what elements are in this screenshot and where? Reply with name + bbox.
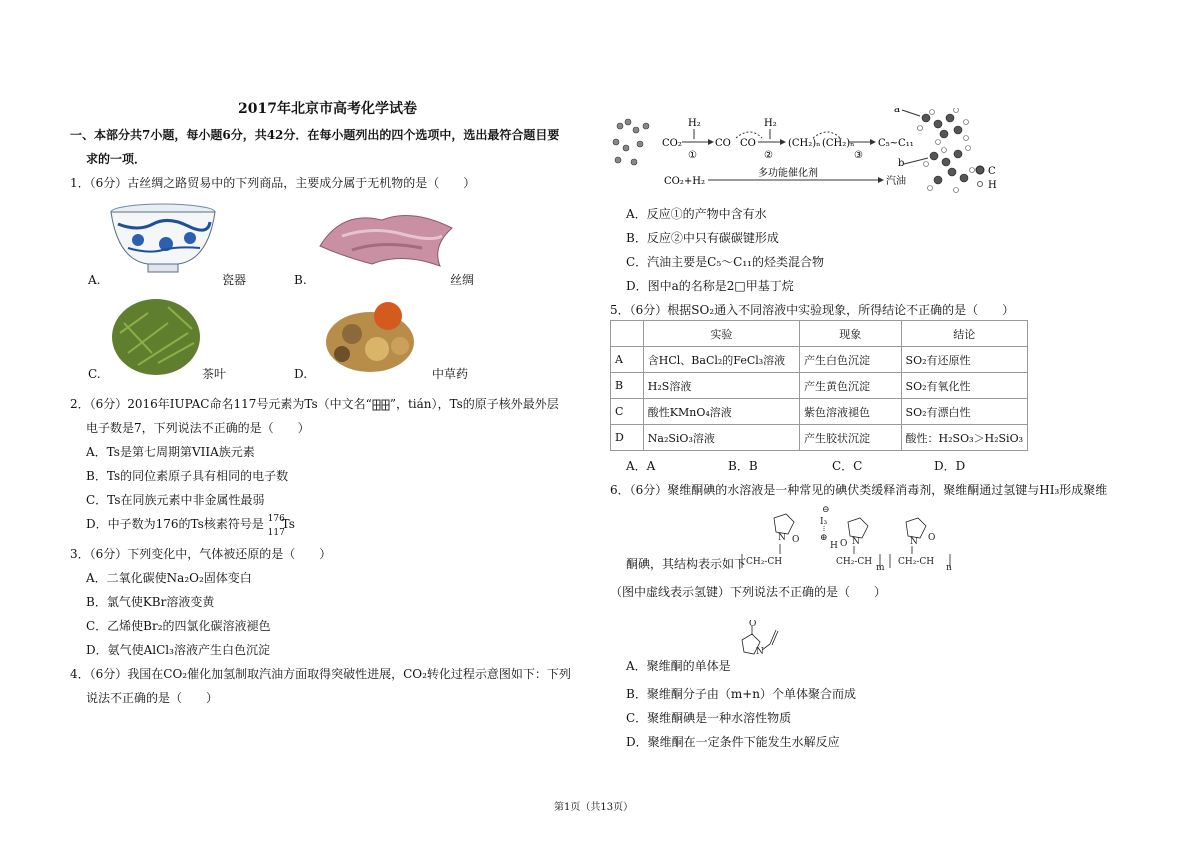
table-cell: 产生黄色沉淀: [800, 373, 902, 399]
table-cell: 含HCl、BaCl₂的FeCl₃溶液: [643, 347, 799, 373]
carbonyl-o-2: O: [840, 539, 848, 549]
q4-stem-line2: 说法不正确的是（ ）: [86, 691, 219, 705]
nuclide-mass-number: 176: [267, 513, 285, 524]
q4-option-a: A．反应①的产物中含有水: [626, 207, 767, 221]
ring-n-2: N: [852, 537, 860, 547]
table-header-row: [611, 321, 1028, 347]
co2-conversion-diagram: [608, 108, 1128, 198]
tea-leaves-image: [108, 293, 204, 377]
chain-unit-1: CH₂-CH: [746, 557, 783, 567]
q2-stem-line1: [70, 396, 559, 412]
carbonyl-o-3: O: [928, 533, 936, 543]
catalyst-label: 多功能催化剂: [758, 168, 818, 179]
carbonyl-o-1: O: [792, 535, 800, 545]
co-label-a: CO: [715, 138, 731, 149]
table-cell: C: [611, 399, 644, 425]
h-atom-label: H: [830, 541, 838, 551]
herbal-medicine-image: [322, 294, 418, 374]
table-row: [611, 373, 1028, 399]
i3-minus-sign: ⊖: [822, 505, 830, 515]
table-row: [611, 399, 1028, 425]
q2-stem-line2: 电子数是7，下列说法不正确的是（ ）: [86, 421, 310, 435]
q3-option-d: D．氨气使AlCl₃溶液产生白色沉淀: [86, 643, 270, 657]
q2-option-a: A．Ts是第七周期第VIIA族元素: [86, 445, 255, 459]
q6-option-b: B．聚维酮分子由（m+n）个单体聚合而成: [626, 687, 856, 701]
chain-unit-3: CH₂-CH: [898, 557, 935, 567]
q6-option-d: D．聚维酮在一定条件下能发生水解反应: [626, 735, 840, 749]
table-row: [611, 347, 1028, 373]
page-footer: 第1页（共13页）: [554, 802, 634, 813]
step2-label: ②: [764, 150, 773, 161]
q5-stem: 5．（6分）根据SO₂通入不同溶液中实验现象，所得结论不正确的是（ ）: [610, 303, 1015, 317]
gasoline-label: 汽油: [886, 176, 906, 187]
monomer-n-label: N: [756, 647, 764, 657]
hydrogen-legend-icon: [978, 182, 983, 187]
co2-label: CO₂: [662, 138, 682, 149]
q2-stem-part1: 2．（6分）2016年IUPAC命名117号元素为Ts（中文名“: [70, 397, 372, 411]
tian-character-icon: [372, 399, 390, 411]
table-cell: SO₂有漂白性: [901, 399, 1027, 425]
q4-option-d: D．图中a的名称是2□甲基丁烷: [626, 279, 794, 293]
q2-option-d: [86, 513, 295, 538]
q6-stem-line1: 6．（6分）聚维酮碘的水溶液是一种常见的碘伏类缓释消毒剂，聚维酮通过氢键与HI₃形成聚维: [610, 483, 1108, 497]
q2-option-d-text: D．中子数为176的Ts核素符号是: [86, 517, 264, 531]
q3-option-c: C．乙烯使Br₂的四氯化碳溶液褪色: [86, 619, 271, 633]
q5-option-a: A．A: [626, 459, 656, 473]
section-heading-line1: 一、本部分共7小题，每小题6分，共42分．在每小题列出的四个选项中，选出最符合题目要: [70, 128, 560, 142]
silk-scarf-image: [312, 206, 456, 270]
ring-n-3: N: [910, 537, 918, 547]
q6-option-c: C．聚维酮碘是一种水溶性物质: [626, 711, 792, 725]
table-cell: 酸性KMnO₄溶液: [643, 399, 799, 425]
table-cell: SO₂有氧化性: [901, 373, 1027, 399]
q5-table: [610, 320, 1028, 451]
q5-option-b: B．B: [728, 459, 758, 473]
chain-unit-2: CH₂-CH: [836, 557, 873, 567]
q1-option-c-letter: C.: [88, 367, 101, 381]
q1-stem: 1．（6分）古丝绸之路贸易中的下列商品，主要成分属于无机物的是（ ）: [70, 176, 476, 190]
q5-option-c: C．C: [832, 459, 863, 473]
table-cell: SO₂有还原性: [901, 347, 1027, 373]
table-cell: H₂S溶液: [643, 373, 799, 399]
section-heading-line2: 求的一项．: [86, 152, 147, 166]
q1-option-a-text: 瓷器: [222, 273, 247, 287]
h2-label-2: H₂: [764, 118, 777, 129]
ch2n-label-1: (CH₂)ₙ: [788, 138, 821, 149]
q2-option-b: B．Ts的同位素原子具有相同的电子数: [86, 469, 289, 483]
q1-option-c-text: 茶叶: [202, 367, 227, 381]
molecule-b-label: b: [898, 158, 905, 169]
table-header-cell: [611, 321, 644, 347]
c5-c11-label: C₅~C₁₁: [878, 138, 914, 149]
nuclide-symbol: Ts: [281, 517, 295, 531]
step1-label: ①: [688, 150, 697, 161]
q1-option-d-text: 中草药: [432, 367, 469, 381]
step3-label: ③: [854, 150, 863, 161]
table-cell: D: [611, 425, 644, 451]
table-header-cell: 结论: [901, 321, 1027, 347]
q6-stem-line2: 酮碘，其结构表示如下: [626, 557, 747, 571]
q6-option-a: A．聚维酮的单体是: [626, 659, 731, 673]
table-cell: B: [611, 373, 644, 399]
q3-option-a: A．二氧化碳使Na₂O₂固体变白: [86, 571, 252, 585]
h-plus-sign: ⊕: [820, 533, 828, 543]
table-cell: 酸性：H₂SO₃＞H₂SiO₃: [901, 425, 1027, 451]
nuclide-atomic-number: 117: [267, 527, 285, 538]
carbon-legend-icon: [976, 166, 984, 174]
q5-option-d: D．D: [934, 459, 966, 473]
porcelain-bowl-image: [108, 202, 218, 274]
q3-stem: 3．（6分）下列变化中，气体被还原的是（ ）: [70, 547, 332, 561]
i3-label: I₃: [820, 517, 828, 527]
monomer-o-label: O: [749, 620, 757, 629]
legend-h-label: H: [988, 180, 997, 191]
table-cell: Na₂SiO₃溶液: [643, 425, 799, 451]
povidone-iodine-structure: [740, 504, 960, 576]
co2-h2-label: CO₂+H₂: [664, 176, 705, 187]
table-cell: A: [611, 347, 644, 373]
page-title: 2017年北京市高考化学试卷: [238, 101, 417, 117]
q1-option-b-letter: B.: [294, 273, 307, 287]
q6-stem-line3: （图中虚线表示氢键）下列说法不正确的是（ ）: [610, 585, 887, 599]
q4-option-c: C．汽油主要是C₅～C₁₁的烃类混合物: [626, 255, 824, 269]
q1-option-a-letter: A.: [88, 273, 101, 287]
table-header-cell: 现象: [800, 321, 902, 347]
table-row: [611, 425, 1028, 451]
q1-option-b-text: 丝绸: [450, 273, 475, 287]
subscript-m: m: [876, 563, 885, 573]
table-cell: 紫色溶液褪色: [800, 399, 902, 425]
q2-stem-part2: ”，tián），Ts的原子核外最外层: [389, 397, 559, 411]
q1-option-d-letter: D.: [294, 367, 308, 381]
subscript-n: n: [946, 563, 952, 573]
vinylpyrrolidone-monomer-structure: [736, 620, 784, 668]
table-cell: 产生白色沉淀: [800, 347, 902, 373]
q4-option-b: B．反应②中只有碳碳键形成: [626, 231, 779, 245]
ring-n-1: N: [778, 533, 786, 543]
table-cell: 产生胶状沉淀: [800, 425, 902, 451]
ch2n-label-2: (CH₂)ₙ: [822, 138, 855, 149]
q2-option-c: C．Ts在同族元素中非金属性最弱: [86, 493, 265, 507]
table-header-cell: 实验: [643, 321, 799, 347]
molecule-a-label: a: [894, 108, 900, 115]
q3-option-b: B．氯气使KBr溶液变黄: [86, 595, 215, 609]
q4-stem-line1: 4．（6分）我国在CO₂催化加氢制取汽油方面取得突破性进展，CO₂转化过程示意图如下：下列: [70, 667, 571, 681]
co-label-b: CO: [740, 138, 756, 149]
legend-c-label: C: [988, 166, 996, 177]
h2-label-1: H₂: [688, 118, 701, 129]
